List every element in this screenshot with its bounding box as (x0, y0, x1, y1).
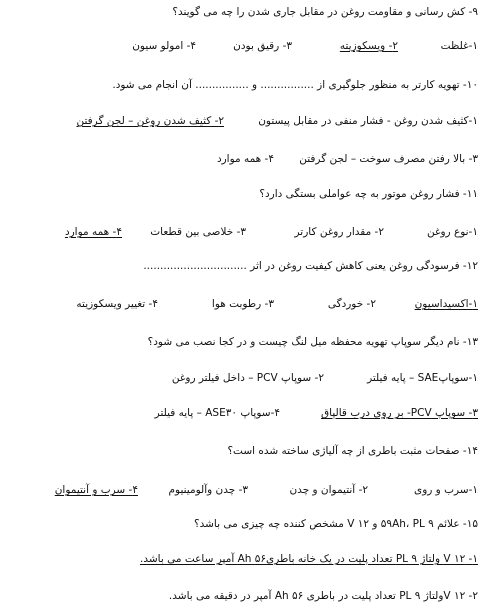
question-13-text: ۱۳- نام دیگر سوپاپ تهویه محفظه میل لنگ چیست و در کجا نصب می شود؟ (147, 336, 478, 348)
question-15-text: ۱۵- علائم ۵۹Ah، PL ۹ و ۱۲ V مشخص کننده چه چیزی می باشد؟ (194, 518, 478, 530)
question-13-option-4: ۴-سوپاپ ASE۳۰ – پایه فیلتر (154, 407, 280, 419)
question-11-option-1: ۱-نوع روغن (426, 226, 478, 238)
question-13-option-2: ۲- سوپاپ PCV – داخل فیلتر روغن (171, 372, 324, 384)
question-10-option-4: ۴- همه موارد (216, 153, 274, 165)
question-13-option-1: ۱-سوپاپSAE – پایه فیلتر (367, 372, 478, 384)
question-15-option-1: ۱- ۱۲ V ولتاژ PL ۹ تعداد پلیت در یک خانه باطری۵۶ Ah آمپر ساعت می باشد. (140, 553, 478, 565)
question-14-option-2: ۲- آنتیموان و چدن (289, 484, 368, 496)
question-13-options-row-1 (0, 370, 488, 386)
question-12-options (0, 296, 488, 312)
question-10-options-row-2 (0, 151, 488, 167)
question-12-option-2: ۲- خوردگی (327, 298, 376, 310)
question-14-option-1: ۱-سرب و روی (413, 484, 478, 496)
question-12-option-3: ۳- رطوبت هوا (211, 298, 274, 310)
question-9-option-2: ۲- ویسکوزیته (339, 40, 398, 52)
question-15-option-2: ۲- ۱۲ Vولتاژ PL ۹ تعداد پلیت در باطری ۵۶ Ah آمپر در دقیقه می باشد. (168, 590, 478, 602)
question-11-options (0, 224, 488, 240)
question-10-text: ۱۰- تهویه کارتر به منظور جلوگیری از ................ و ................ آن انجام می شود. (112, 79, 478, 91)
question-14-option-4: ۴- سرب و آنتیموان (54, 484, 138, 496)
question-12-option-4: ۴- تغییر ویسکوزیته (76, 298, 158, 310)
question-12-option-1: ۱-اکسیداسیون (414, 298, 478, 310)
question-9-text: ۹- کش رسانی و مقاومت روغن در مقابل جاری شدن را چه می گویند؟ (172, 6, 478, 18)
question-9-option-3: ۳- رقیق بودن (233, 40, 292, 52)
question-11-option-4: ۴- همه موارد (64, 226, 122, 238)
question-14-text: ۱۴- صفحات مثبت باطری از چه آلیاژی ساخته شده است؟ (227, 445, 478, 457)
question-12-text: ۱۲- فرسودگی روغن یعنی کاهش کیفیت روغن در اثر ............................... (143, 260, 478, 272)
question-10-option-2: ۲- کثیف شدن روغن – لجن گرفتن (76, 115, 224, 127)
question-9-options (0, 38, 488, 54)
question-14-options (0, 482, 488, 498)
question-11-option-2: ۲- مقدار روغن کارتر (294, 226, 384, 238)
question-10-options-row-1 (0, 113, 488, 129)
question-11-option-3: ۳- خلاصی بین قطعات (150, 226, 246, 238)
question-10-option-3: ۳- بالا رفتن مصرف سوخت – لجن گرفتن (299, 153, 478, 165)
question-10-option-1: ۱-کثیف شدن روغن - فشار منفی در مقابل پیستون (258, 115, 478, 127)
question-9-option-4: ۴- امولو سیون (132, 40, 196, 52)
question-13-option-3: ۳- سوپاپ PCV- بر روی درب قالپاق (321, 407, 478, 419)
question-11-text: ۱۱- فشار روغن موتور به چه عواملی بستگی دارد؟ (259, 188, 478, 200)
question-14-option-3: ۳- چدن وآلومینیوم (168, 484, 248, 496)
question-13-options-row-2 (0, 405, 488, 421)
question-9-option-1: ۱-غلظت (440, 40, 478, 52)
